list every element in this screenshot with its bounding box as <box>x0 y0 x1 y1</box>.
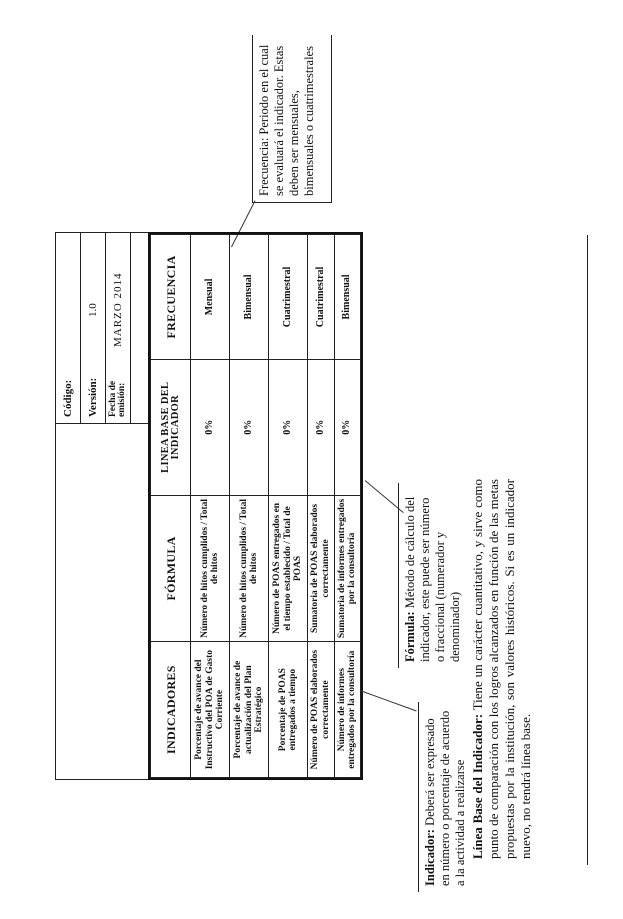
cell-formula: Sumatoria de informes entregados por la consultoría <box>334 495 360 642</box>
table-row <box>308 235 334 778</box>
cell-frecuencia: Bimensual <box>334 235 360 360</box>
cell-frecuencia: Mensual <box>191 235 230 360</box>
codigo-row <box>56 233 81 423</box>
header-formula: FÓRMULA <box>151 495 191 642</box>
cell-linea-base: 0% <box>230 359 269 495</box>
callout-formula-title: Fórmula: <box>403 611 417 662</box>
header-indicadores: INDICADORES <box>151 642 191 778</box>
table-row <box>191 235 230 778</box>
indicators-table <box>148 232 363 780</box>
cell-formula: Sumatoria de POAS elaborados correctamente <box>308 495 334 642</box>
version-label: Versión: <box>87 377 99 417</box>
callout-linea-base-title: Línea Base del Indicador: <box>470 713 485 859</box>
callout-indicador-pointer <box>360 690 417 712</box>
codigo-label: Código: <box>62 379 74 417</box>
callout-formula-text: Método de cálculo del indicador, este puede ser número o fraccional (numerador y denominador) <box>403 496 462 662</box>
table-row <box>334 235 360 778</box>
version-row <box>81 233 106 423</box>
cell-linea-base: 0% <box>308 359 334 495</box>
callout-frecuencia-text: Frecuencia: Periodo en el cual se evaluará el indicador. Estas deben ser mensuales, bimensuales o cuatrimestrales <box>257 44 316 196</box>
header-linea-base: LINEA BASE DEL INDICADOR <box>151 359 191 495</box>
cell-formula: Número de hitos cumplidos / Total de hitos <box>191 495 230 642</box>
header-frecuencia: FRECUENCIA <box>151 235 191 360</box>
fecha-row <box>106 233 131 423</box>
cell-frecuencia: Cuatrimestral <box>269 235 308 360</box>
callout-linea-base <box>468 235 588 865</box>
document-header <box>55 232 151 780</box>
version-value: 1.0 <box>87 303 99 317</box>
cell-formula: Número de POAS entregados en el tiempo establecido / Total de POAS <box>269 495 308 642</box>
table-row <box>230 235 269 778</box>
callout-frecuencia <box>252 35 332 203</box>
cell-formula: Número de hitos cumplidos / Total de hitos <box>230 495 269 642</box>
callout-indicador-text: Deberá ser expresado en número o porcentaje de acuerdo a la actividad a realizarse <box>423 710 467 886</box>
table-row <box>269 235 308 778</box>
fecha-value: MARZO 2014 <box>111 272 124 347</box>
cell-linea-base: 0% <box>334 359 360 495</box>
callout-linea-base-text: Tiene un carácter cuantitativo, y sirve como punto de comparación con los logros alcanzados en función de las metas propuestas por la institución, son valores históricos. Si es un indicador nuevo, no tendrá línea base. <box>470 478 533 859</box>
cell-linea-base: 0% <box>269 359 308 495</box>
cell-frecuencia: Bimensual <box>230 235 269 360</box>
cell-indicador: Porcentaje de avance de actualización del Plan Estratégico <box>230 642 269 778</box>
cell-frecuencia: Cuatrimestral <box>308 235 334 360</box>
cell-indicador: Número de informes entregados por la consultoría <box>334 642 360 778</box>
cell-indicador: Número de POAS elaborados correctamente <box>308 642 334 778</box>
cell-indicador: Porcentaje de POAS entregados a tiempo <box>269 642 308 778</box>
fecha-label: Fecha de emisión: <box>108 380 127 417</box>
cell-linea-base: 0% <box>191 359 230 495</box>
cell-indicador: Porcentaje de avance del Instructivo del POA de Gasto Corriente <box>191 642 230 778</box>
callout-indicador-title: Indicador: <box>423 829 437 886</box>
